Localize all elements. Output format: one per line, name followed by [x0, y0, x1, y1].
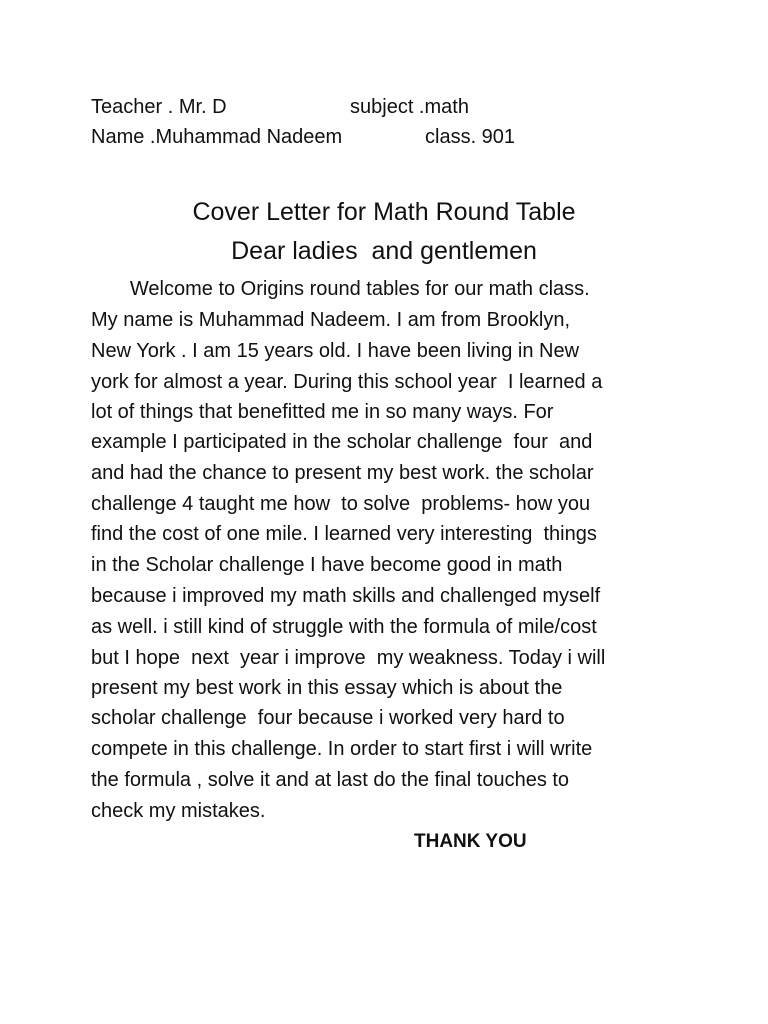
header-row-teacher-subject — [91, 95, 651, 119]
body-line: Welcome to Origins round tables for our math class. — [91, 278, 590, 300]
body-line: york for almost a year. During this school year I learned a — [91, 371, 603, 393]
body-line: My name is Muhammad Nadeem. I am from Brooklyn, — [91, 309, 571, 331]
teacher-label: Teacher . Mr. D — [91, 96, 227, 118]
body-line: challenge 4 taught me how to solve problems- how you — [91, 493, 591, 515]
document-title: Cover Letter for Math Round Table — [192, 198, 576, 226]
closing-thank-you: THANK YOU — [414, 831, 527, 852]
body-line: and had the chance to present my best work. the scholar — [91, 462, 594, 484]
body-line: check my mistakes. — [91, 800, 266, 822]
body-line: but I hope next year i improve my weakness. Today i will — [91, 647, 606, 669]
subject-label: subject .math — [350, 96, 469, 118]
body-line: as well. i still kind of struggle with the formula of mile/cost — [91, 616, 597, 638]
body-line: the formula , solve it and at last do the final touches to — [91, 769, 570, 791]
header-row-name-class — [91, 125, 651, 149]
body-line: find the cost of one mile. I learned very interesting things — [91, 523, 597, 545]
body-line: lot of things that benefitted me in so many ways. For — [91, 401, 554, 423]
class-label: class. 901 — [425, 126, 516, 148]
body-line: in the Scholar challenge I have become good in math — [91, 554, 563, 576]
student-name-label: Name .Muhammad Nadeem — [91, 126, 343, 148]
body-line: compete in this challenge. In order to start first i will write — [91, 738, 593, 760]
body-line: scholar challenge four because i worked very hard to — [91, 707, 565, 729]
body-line: present my best work in this essay which is about the — [91, 677, 563, 699]
body-line: example I participated in the scholar challenge four and — [91, 431, 593, 453]
salutation: Dear ladies and gentlemen — [231, 237, 537, 265]
body-line: New York . I am 15 years old. I have been living in New — [91, 340, 580, 362]
body-line: because i improved my math skills and challenged myself — [91, 585, 601, 607]
